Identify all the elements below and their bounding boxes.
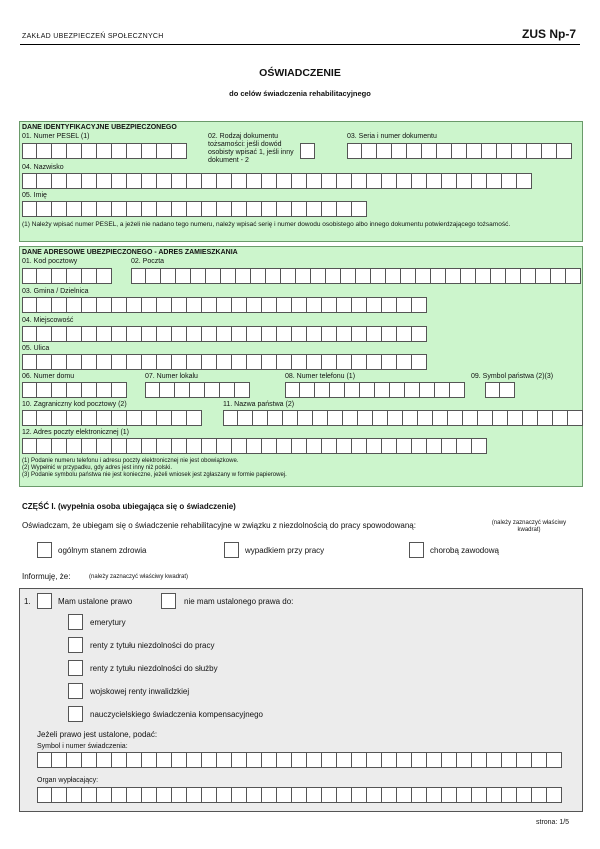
accident-checkbox[interactable] <box>224 542 239 558</box>
street-label: 05. Ulica <box>22 345 50 352</box>
phone-field[interactable] <box>285 382 465 398</box>
part1-hint-2: (należy zaznaczyć właściwy kwadrat) <box>89 574 189 580</box>
header-divider <box>20 44 580 45</box>
country-symbol-label: 09. Symbol państwa (2)(3) <box>471 373 554 380</box>
option-checkbox-work-disability[interactable] <box>68 637 83 653</box>
benefit-field[interactable] <box>37 752 562 768</box>
address-note-3: (3) Podanie symbolu państwa nie jest konieczne, jeżeli wniosek jest zgłaszany w formie papierowej. <box>22 472 287 478</box>
pesel-field[interactable] <box>22 143 187 159</box>
email-field[interactable] <box>22 438 487 454</box>
option-checkbox-pension[interactable] <box>68 614 83 630</box>
organ-field[interactable] <box>37 787 562 803</box>
page-number: strona: 1/5 <box>536 819 570 826</box>
foreign-postcode-field[interactable] <box>22 410 202 426</box>
page-subtitle: do celów świadczenia rehabilitacyjnego <box>229 89 371 98</box>
part1-heading: CZĘŚĆ I. (wypełnia osoba ubiegająca się o świadczenie) <box>22 502 236 511</box>
house-field[interactable] <box>22 382 127 398</box>
address-note-2: (2) Wypełnić w przypadku, gdy adres jest inny niż polski. <box>22 465 173 471</box>
option-checkbox-service-disability[interactable] <box>68 660 83 676</box>
post-label: 02. Poczta <box>131 258 165 265</box>
name-label: 05. Imię <box>22 192 47 199</box>
docnum-label: 03. Seria i numer dokumentu <box>347 133 437 140</box>
city-label: 04. Miejscowość <box>22 317 74 324</box>
postcode-field[interactable] <box>22 268 112 284</box>
flat-label: 07. Numer lokalu <box>145 373 198 380</box>
option-checkbox-military[interactable] <box>68 683 83 699</box>
pesel-label: 01. Numer PESEL (1) <box>22 133 90 140</box>
disease-checkbox[interactable] <box>409 542 424 558</box>
doctype-label: 02. Rodzaj dokumentu tożsamości: jeśli dowód osobisty wpisać 1, jeśli inny dokument - 2 <box>208 133 294 164</box>
surname-field[interactable] <box>22 173 532 189</box>
organ-label: Organ wypłacający: <box>37 777 99 784</box>
option-label-work-disability: renty z tytułu niezdolności do pracy <box>90 641 215 650</box>
post-field[interactable] <box>131 268 581 284</box>
disease-option-label: chorobą zawodową <box>430 546 499 555</box>
institution-name: ZAKŁAD UBEZPIECZEŃ SPOŁECZNYCH <box>22 33 164 40</box>
option-label-teacher: nauczycielskiego świadczenia kompensacyjnego <box>90 710 263 719</box>
form-code: ZUS Np-7 <box>522 27 576 41</box>
street-field[interactable] <box>22 354 427 370</box>
doctype-field[interactable] <box>300 143 315 159</box>
identity-note: (1) Należy wpisać numer PESEL, a jeżeli nie nadano tego numeru, należy wpisać serię i numer dowodu osobistego albo innego dokumentu potwierdzającego tożsamość. <box>22 221 511 228</box>
no-right-checkbox[interactable] <box>161 593 176 609</box>
foreign-postcode-label: 10. Zagraniczny kod pocztowy (2) <box>22 401 127 408</box>
if-set-label: Jeżeli prawo jest ustalone, podać: <box>37 730 158 739</box>
has-right-label: Mam ustalone prawo <box>58 597 133 606</box>
commune-field[interactable] <box>22 297 427 313</box>
country-symbol-field[interactable] <box>485 382 515 398</box>
phone-label: 08. Numer telefonu (1) <box>285 373 356 380</box>
option-label-service-disability: renty z tytułu niezdolności do służby <box>90 664 218 673</box>
accident-option-label: wypadkiem przy pracy <box>245 546 325 555</box>
flat-field[interactable] <box>145 382 250 398</box>
docnum-field[interactable] <box>347 143 572 159</box>
country-name-field[interactable] <box>223 410 583 426</box>
option-label-military: wojskowej renty inwalidzkiej <box>90 687 190 696</box>
page-title: OŚWIADCZENIE <box>259 67 341 79</box>
no-right-label: nie mam ustalonego prawa do: <box>184 597 294 606</box>
email-label: 12. Adres poczty elektronicznej (1) <box>22 429 129 436</box>
address-heading: DANE ADRESOWE UBEZPIECZONEGO - ADRES ZAMIESZKANIA <box>22 249 238 256</box>
name-field[interactable] <box>22 201 367 217</box>
house-label: 06. Numer domu <box>22 373 75 380</box>
part1-hint-1: (należy zaznaczyć właściwy kwadrat) <box>491 520 567 533</box>
commune-label: 03. Gmina / Dzielnica <box>22 288 89 295</box>
country-name-label: 11. Nazwa państwa (2) <box>223 401 295 408</box>
has-right-checkbox[interactable] <box>37 593 52 609</box>
health-option-label: ogólnym stanem zdrowia <box>58 546 147 555</box>
postcode-label: 01. Kod pocztowy <box>22 258 78 265</box>
surname-label: 04. Nazwisko <box>22 164 64 171</box>
option-checkbox-teacher[interactable] <box>68 706 83 722</box>
identity-heading: DANE IDENTYFIKACYJNE UBEZPIECZONEGO <box>22 124 177 131</box>
item-number: 1. <box>24 597 31 606</box>
city-field[interactable] <box>22 326 427 342</box>
benefit-label: Symbol i numer świadczenia: <box>37 743 128 750</box>
address-note-1: (1) Podanie numeru telefonu i adresu poczty elektronicznej nie jest obowiązkowe. <box>22 458 239 464</box>
inform-label: Informuję, że: <box>22 572 71 581</box>
option-label-pension: emerytury <box>90 618 126 627</box>
part1-statement: Oświadczam, że ubiegam się o świadczenie rehabilitacyjne w związku z niezdolnością do pracy spowodowaną: <box>22 521 416 530</box>
health-checkbox[interactable] <box>37 542 52 558</box>
